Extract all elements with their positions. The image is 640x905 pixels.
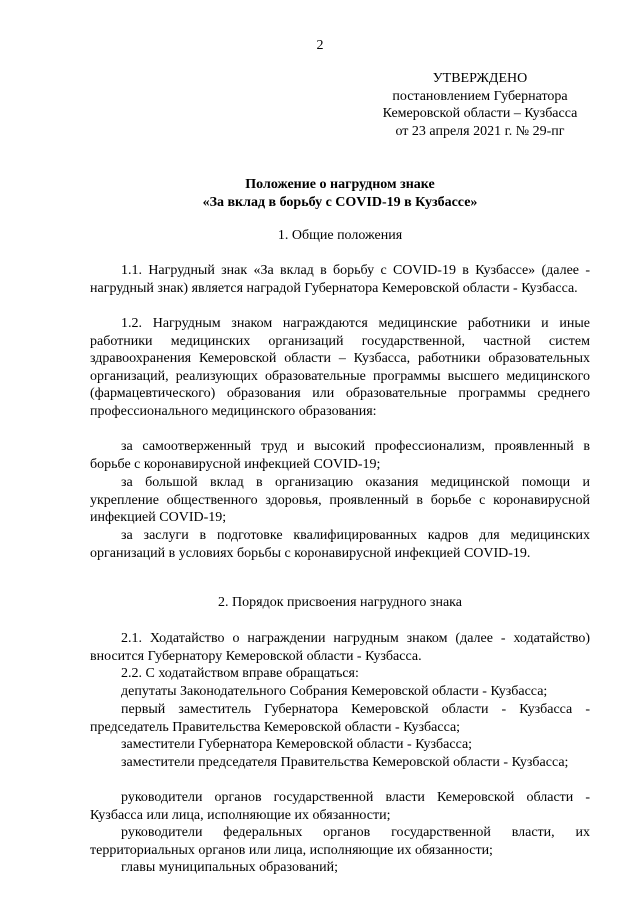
paragraph: заместители председателя Правительства Кемеровской области - Кузбасса;	[121, 755, 569, 770]
paragraph: за самоотверженный труд и высокий профессионализм, проявленный в борьбе с коронавирусной инфекцией COVID-19;	[90, 439, 590, 472]
approval-line: постановлением Губернатора	[392, 88, 568, 104]
approval-block	[355, 70, 605, 140]
paragraph: руководители органов государственной власти Кемеровской области - Кузбасса или лица, исполняющие их обязанности;	[90, 790, 590, 823]
approval-line: Кемеровской области – Кузбасса	[382, 106, 578, 121]
approval-line: от 23 апреля 2021 г. № 29-пг	[395, 123, 565, 139]
paragraph: руководители федеральных органов государственной власти, их территориальных органов или лица, исполняющие их обязанности;	[90, 825, 590, 858]
title-line: Положение о нагрудном знаке	[245, 177, 435, 192]
paragraph: 2.2. С ходатайством вправе обращаться:	[121, 666, 359, 681]
title-line: «За вклад в борьбу с COVID-19 в Кузбассе»	[202, 194, 478, 210]
page-number: 2	[316, 38, 324, 53]
paragraph: главы муниципальных образований;	[121, 860, 338, 875]
section-heading-procedure: 2. Порядок присвоения нагрудного знака	[218, 595, 462, 610]
paragraph: за заслуги в подготовке квалифицированных кадров для медицинских организаций в условиях борьбы с коронавирусной инфекцией COVID-19.	[90, 528, 590, 561]
paragraph: 1.1. Нагрудный знак «За вклад в борьбу с COVID-19 в Кузбассе» (далее - нагрудный знак) является наградой Губернатора Кемеровской области - Кузбасса.	[90, 263, 590, 296]
section-heading-general: 1. Общие положения	[277, 228, 403, 243]
paragraph: 2.1. Ходатайство о награждении нагрудным знаком (далее - ходатайство) вносится Губернатору Кемеровской области - Кузбасса.	[90, 631, 590, 664]
approval-line: УТВЕРЖДЕНО	[432, 71, 528, 86]
paragraph: депутаты Законодательного Собрания Кемеровской области - Кузбасса;	[121, 684, 548, 699]
paragraph: 1.2. Нагрудным знаком награждаются медицинские работники и иные работники медицинских организаций государственной, частной систем здравоохранения Кемеровской области – Кузбасса, работники образовательных организаций, реализующих образовательные программы высшего медицинского (фармацевтического) образования или образовательные программы среднего профессионального медицинского образования:	[90, 316, 590, 419]
paragraph: за большой вклад в организацию оказания медицинской помощи и укрепление общественного здоровья, проявленный в борьбе с коронавирусной инфекцией COVID-19;	[90, 475, 590, 526]
document-title	[90, 176, 590, 211]
paragraph: заместители Губернатора Кемеровской области - Кузбасса;	[121, 737, 473, 752]
paragraph: первый заместитель Губернатора Кемеровской области - Кузбасса - председатель Правительства Кемеровской области - Кузбасса;	[90, 702, 590, 735]
